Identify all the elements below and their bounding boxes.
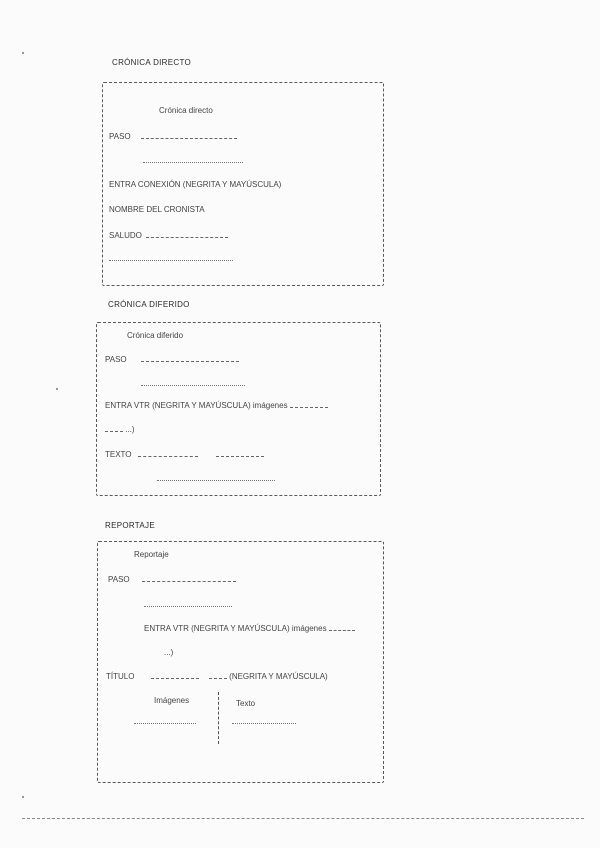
titulo-blank <box>151 672 199 679</box>
bottom-rule <box>22 818 584 819</box>
texto-blank <box>216 450 264 457</box>
close-blank <box>105 425 123 432</box>
entry-text: ENTRA VTR (NEGRITA Y MAYÚSCULA) imágenes <box>105 401 288 410</box>
col-left-header: Imágenes <box>154 696 190 705</box>
saludo-blank <box>146 231 228 238</box>
dotted-line <box>144 605 232 607</box>
paso-text: PASO <box>105 355 127 364</box>
box-title: Reportaje <box>134 550 169 559</box>
cronica-directo-box <box>102 82 384 286</box>
section-title-cronica-directo: CRÓNICA DIRECTO <box>112 58 192 67</box>
paso-blank <box>141 132 237 139</box>
dotted-line <box>232 722 296 724</box>
box-title: Crónica directo <box>159 106 213 115</box>
titulo-note: (NEGRITA Y MAYÚSCULA) <box>229 672 328 681</box>
column-divider <box>218 692 219 744</box>
titulo-label <box>106 672 328 681</box>
box-title: Crónica diferido <box>127 331 184 340</box>
saludo-label <box>109 231 228 240</box>
entry-text: ENTRA VTR (NEGRITA Y MAYÚSCULA) imágenes <box>144 624 327 633</box>
paso-blank <box>142 575 236 582</box>
scan-speck <box>22 52 24 54</box>
dotted-line <box>157 479 275 481</box>
entry-blank <box>329 624 355 631</box>
paso-label <box>105 355 239 364</box>
reportaje-box <box>97 541 384 783</box>
entry-line: ENTRA CONEXIÓN (NEGRITA Y MAYÚSCULA) <box>109 180 282 189</box>
paso-text: PASO <box>109 132 131 141</box>
texto-label <box>105 450 264 459</box>
close-text: ...) <box>125 425 135 434</box>
scan-speck <box>22 796 24 798</box>
dotted-line <box>143 161 243 163</box>
dotted-line <box>109 259 233 261</box>
section-title-cronica-diferido: CRÓNICA DIFERIDO <box>108 300 190 309</box>
paso-label <box>109 132 237 141</box>
close-line <box>105 425 135 434</box>
entry-blank <box>290 401 328 408</box>
scan-speck <box>56 388 58 390</box>
texto-blank <box>138 450 198 457</box>
section-title-reportaje: REPORTAJE <box>105 521 155 530</box>
titulo-text: TÍTULO <box>106 672 135 681</box>
entry-line <box>105 401 328 410</box>
cronica-diferido-box <box>96 322 381 496</box>
close-line: ...) <box>164 648 174 657</box>
titulo-blank <box>209 672 227 679</box>
entry-line <box>144 624 355 633</box>
paso-text: PASO <box>108 575 130 584</box>
dotted-line <box>134 722 196 724</box>
saludo-text: SALUDO <box>109 231 142 240</box>
nombre-line: NOMBRE DEL CRONISTA <box>109 205 205 214</box>
paso-label <box>108 575 236 584</box>
texto-text: TEXTO <box>105 450 132 459</box>
paso-blank <box>141 355 239 362</box>
col-right-header: Texto <box>236 699 256 708</box>
dotted-line <box>141 384 245 386</box>
